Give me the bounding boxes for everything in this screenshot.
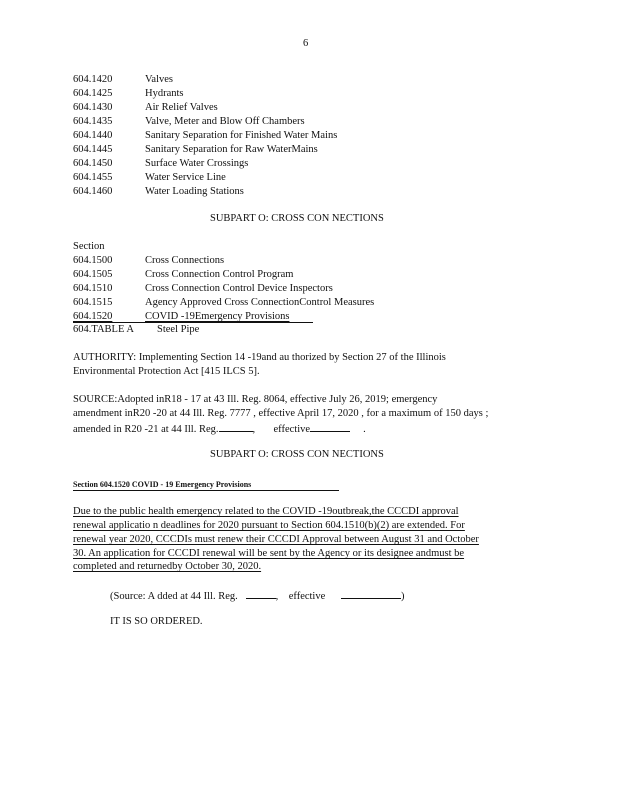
toc-num: 604.1515 <box>73 297 113 308</box>
body-line: Due to the public health emergency related to the COVID -19outbreak,the CCCDI approval <box>73 506 459 517</box>
toc-num: 604.1500 <box>73 255 113 266</box>
toc-title-inserted: COVID -19Emergency Provisions <box>145 311 290 322</box>
toc-title: Water Loading Stations <box>145 186 244 197</box>
reg-page-blank <box>219 422 253 432</box>
subpart-heading: SUBPART O: CROSS CON NECTIONS <box>210 449 384 460</box>
toc-num: 604.1450 <box>73 158 113 169</box>
toc-num: 604.1505 <box>73 269 113 280</box>
toc-title: Agency Approved Cross ConnectionControl Measures <box>145 297 375 308</box>
section-heading-underline <box>73 490 339 491</box>
section-label: Section <box>73 241 105 252</box>
authority-line: AUTHORITY: Implementing Section 14 -19and au thorized by Section 27 of the Illinois <box>73 352 446 363</box>
toc-title: Valve, Meter and Blow Off Chambers <box>145 116 305 127</box>
toc-num: 604.1430 <box>73 102 113 113</box>
toc-title: Air Relief Valves <box>145 102 218 113</box>
effective-date-blank <box>310 422 350 432</box>
toc-title: Steel Pipe <box>157 324 200 335</box>
toc-num-inserted: 604.1520 <box>73 311 113 322</box>
source-line: amended in R20 -21 at 44 Ill. Reg. , effective . <box>73 424 366 435</box>
toc-title: Sanitary Separation for Finished Water Mains <box>145 130 338 141</box>
toc-num: 604.1420 <box>73 74 113 85</box>
ordered-text: IT IS SO ORDERED. <box>110 616 203 627</box>
toc-num: 604.1435 <box>73 116 113 127</box>
toc-title: Cross Connection Control Program <box>145 269 294 280</box>
toc-title: Water Service Line <box>145 172 226 183</box>
toc-title: Sanitary Separation for Raw WaterMains <box>145 144 318 155</box>
source-note-effective-label: effective <box>288 591 326 602</box>
source-line-text: amended in R20 -21 at 44 Ill. Reg. <box>73 424 219 435</box>
body-line: completed and returnedby October 30, 2020. <box>73 561 262 572</box>
subpart-heading: SUBPART O: CROSS CON NECTIONS <box>210 213 384 224</box>
section-heading: Section 604.1520 COVID - 19 Emergency Provisions <box>73 480 252 489</box>
toc-title: Surface Water Crossings <box>145 158 249 169</box>
toc-num: 604.1460 <box>73 186 113 197</box>
toc-num: 604.1445 <box>73 144 113 155</box>
toc-num: 604.1510 <box>73 283 113 294</box>
source-line: SOURCE:Adopted inR18 - 17 at 43 Ill. Reg. 8064, effective July 26, 2019; emergency <box>73 394 438 405</box>
source-note-text: (Source: A dded at 44 Ill. Reg. <box>110 591 238 602</box>
toc-num: 604.1425 <box>73 88 113 99</box>
reg-page-blank <box>246 589 276 599</box>
toc-num: 604.1455 <box>73 172 113 183</box>
source-note-close: ) <box>401 591 405 602</box>
toc-title: Cross Connection Control Device Inspectors <box>145 283 333 294</box>
toc-title: Hydrants <box>145 88 184 99</box>
source-effective-label: effective <box>273 424 311 435</box>
toc-title: Valves <box>145 74 173 85</box>
body-line: renewal applicatio n deadlines for 2020 pursuant to Section 604.1510(b)(2) are extended. For <box>73 520 465 531</box>
page-number: 6 <box>303 38 309 49</box>
toc-num: 604.TABLE A <box>73 324 134 335</box>
source-note: (Source: A dded at 44 Ill. Reg. , effective ) <box>110 591 405 602</box>
effective-date-blank <box>341 589 401 599</box>
source-line: amendment inR20 -20 at 44 Ill. Reg. 7777 , effective April 17, 2020 , for a maximum of 150 days ; <box>73 408 489 419</box>
body-line: 30. An application for CCCDI renewal will be sent by the Agency or its designee andmust be <box>73 548 465 559</box>
authority-line: Environmental Protection Act [415 ILCS 5]. <box>73 366 260 377</box>
toc-insert-underline <box>73 322 313 323</box>
body-line: renewal year 2020, CCCDIs must renew their CCCDI Approval between August 31 and October <box>73 534 479 545</box>
toc-num: 604.1440 <box>73 130 113 141</box>
toc-title: Cross Connections <box>145 255 225 266</box>
